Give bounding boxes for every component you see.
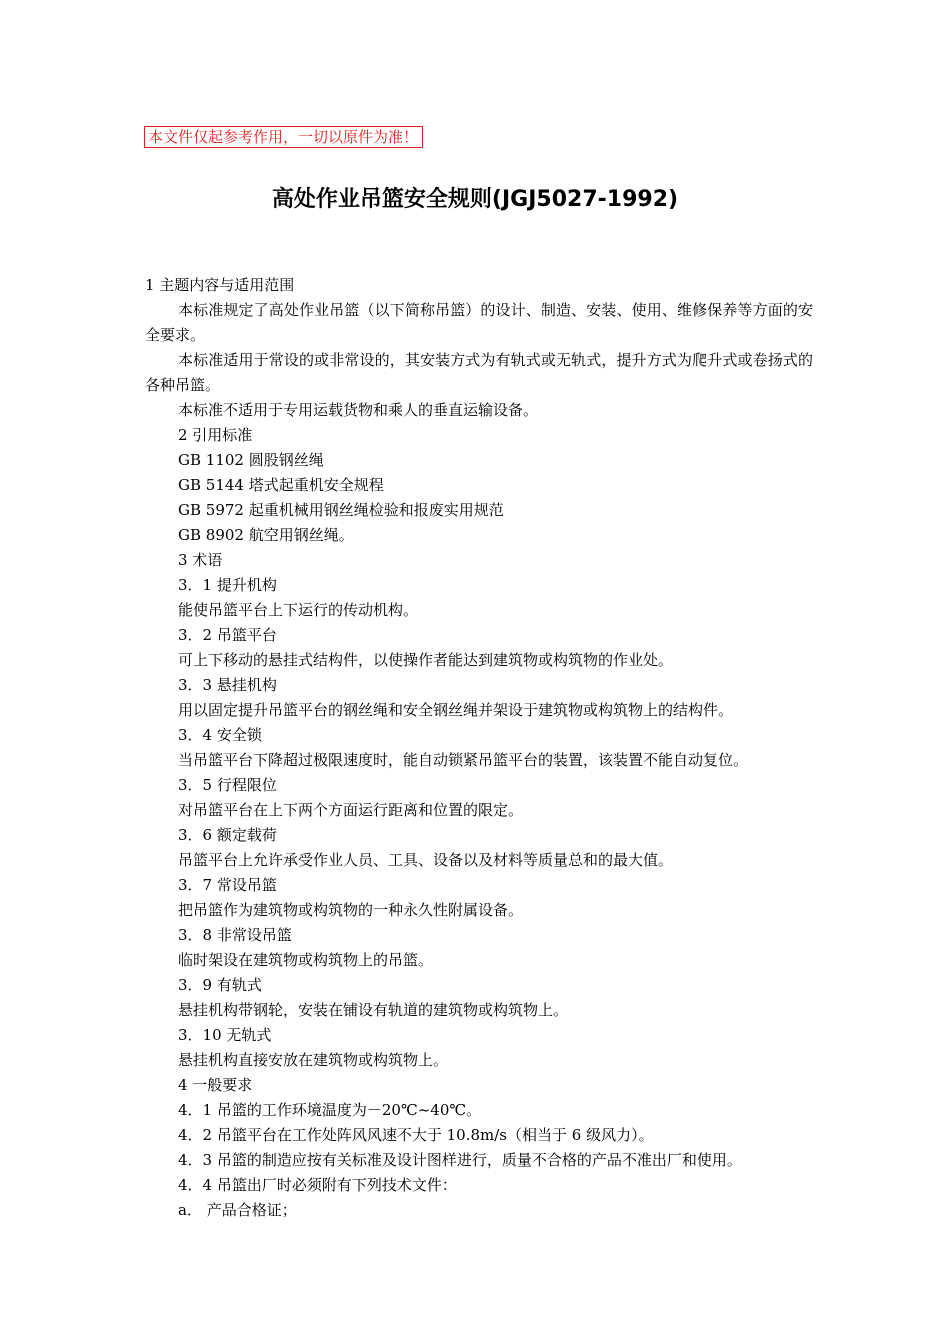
paragraph: a． 产品合格证； bbox=[178, 1201, 297, 1219]
paragraph: 吊篮平台上允许承受作业人员、工具、设备以及材料等质量总和的最大值。 bbox=[178, 851, 674, 869]
paragraph: GB 5972 起重机械用钢丝绳检验和报废实用规范 bbox=[178, 501, 504, 519]
document-title: 高处作业吊篮安全规则(JGJ5027-1992) bbox=[271, 187, 679, 212]
paragraph: 3．9 有轨式 bbox=[178, 976, 262, 994]
paragraph: 临时架设在建筑物或构筑物上的吊篮。 bbox=[178, 951, 434, 969]
paragraph: 4 一般要求 bbox=[178, 1076, 253, 1094]
document-body bbox=[145, 273, 813, 1223]
paragraph: 对吊篮平台在上下两个方面运行距离和位置的限定。 bbox=[178, 801, 524, 819]
paragraph: GB 5144 塔式起重机安全规程 bbox=[178, 476, 384, 494]
paragraph: 本标准不适用于专用运载货物和乘人的垂直运输设备。 bbox=[178, 401, 539, 419]
paragraph: 本标准规定了高处作业吊篮（以下简称吊篮）的设计、制造、安装、使用、维修保养等方面的安全要求。 bbox=[145, 301, 813, 344]
paragraph: 当吊篮平台下降超过极限速度时，能自动锁紧吊篮平台的装置，该装置不能自动复位。 bbox=[178, 751, 749, 769]
paragraph: 4．1 吊篮的工作环境温度为－20℃~40℃。 bbox=[178, 1101, 482, 1119]
paragraph: 用以固定提升吊篮平台的钢丝绳和安全钢丝绳并架设于建筑物或构筑物上的结构件。 bbox=[178, 701, 734, 719]
paragraph: 4．3 吊篮的制造应按有关标准及设计图样进行，质量不合格的产品不准出厂和使用。 bbox=[178, 1151, 742, 1169]
paragraph: 3．4 安全锁 bbox=[178, 726, 262, 744]
paragraph: 3．5 行程限位 bbox=[178, 776, 277, 794]
paragraph: 3．10 无轨式 bbox=[178, 1026, 272, 1044]
paragraph: 1 主题内容与适用范围 bbox=[145, 276, 295, 294]
paragraph: 3．1 提升机构 bbox=[178, 576, 277, 594]
paragraph: 3．7 常设吊篮 bbox=[178, 876, 277, 894]
paragraph: 3 术语 bbox=[178, 551, 223, 569]
reference-notice: 本文件仅起参考作用，一切以原件为准！ bbox=[144, 126, 423, 148]
paragraph: 3．8 非常设吊篮 bbox=[178, 926, 292, 944]
paragraph: 本标准适用于常设的或非常设的，其安装方式为有轨式或无轨式，提升方式为爬升式或卷扬式的各种吊篮。 bbox=[145, 351, 813, 394]
paragraph: 3．3 悬挂机构 bbox=[178, 676, 277, 694]
paragraph: 能使吊篮平台上下运行的传动机构。 bbox=[178, 601, 419, 619]
paragraph: 3．6 额定载荷 bbox=[178, 826, 277, 844]
paragraph: 可上下移动的悬挂式结构件，以使操作者能达到建筑物或构筑物的作业处。 bbox=[178, 651, 674, 669]
paragraph: GB 1102 圆股钢丝绳 bbox=[178, 451, 324, 469]
paragraph: GB 8902 航空用钢丝绳。 bbox=[178, 526, 354, 544]
paragraph: 4．2 吊篮平台在工作处阵风风速不大于 10.8m/s（相当于 6 级风力）。 bbox=[178, 1126, 654, 1144]
paragraph: 悬挂机构直接安放在建筑物或构筑物上。 bbox=[178, 1051, 449, 1069]
paragraph: 2 引用标准 bbox=[178, 426, 253, 444]
paragraph: 悬挂机构带钢轮，安装在铺设有轨道的建筑物或构筑物上。 bbox=[178, 1001, 569, 1019]
paragraph: 3．2 吊篮平台 bbox=[178, 626, 277, 644]
paragraph: 4．4 吊篮出厂时必须附有下列技术文件： bbox=[178, 1176, 457, 1194]
paragraph: 把吊篮作为建筑物或构筑物的一种永久性附属设备。 bbox=[178, 901, 524, 919]
